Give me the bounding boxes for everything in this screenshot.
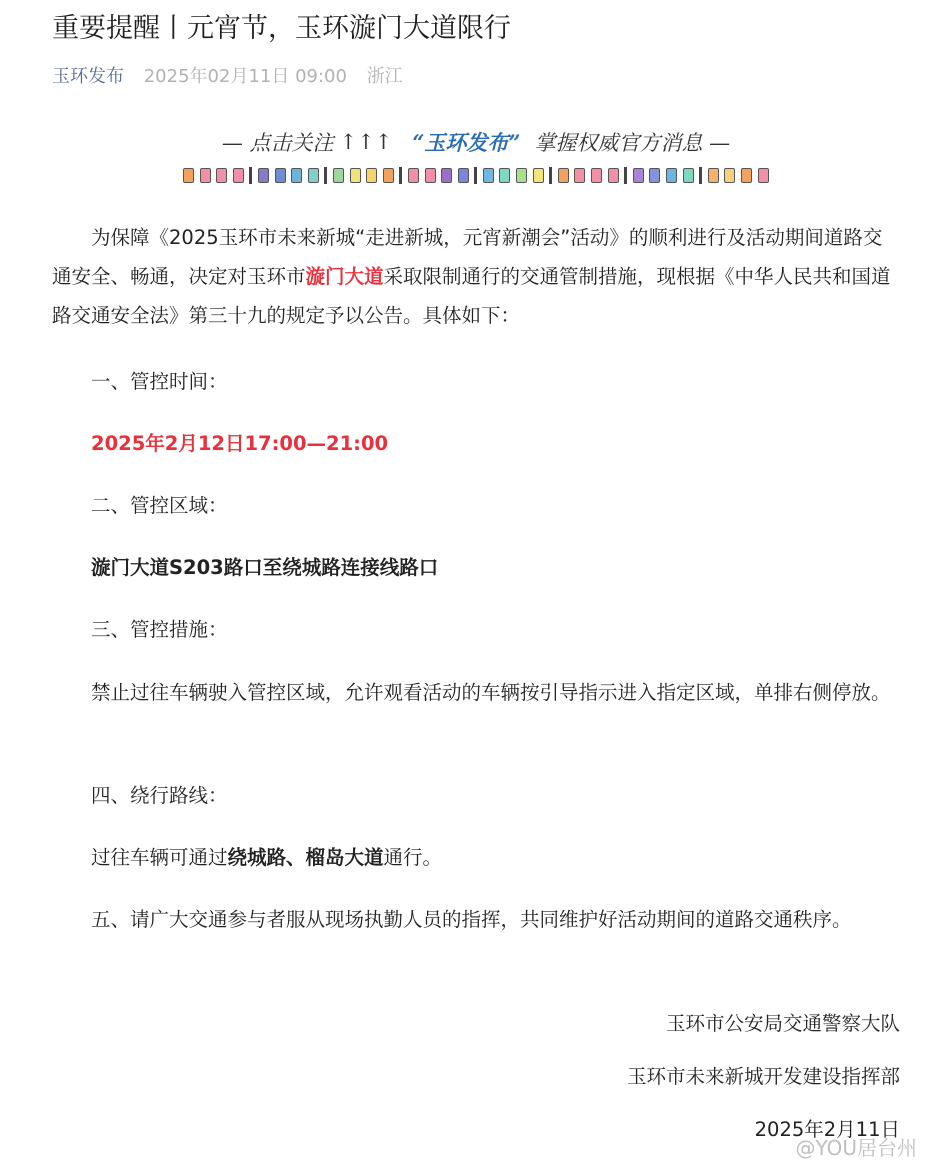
strip-divider [399,167,402,184]
strip-square [708,168,719,183]
article-meta [52,64,417,90]
article-title: 重要提醒丨元宵节，玉环漩门大道限行 [52,13,511,44]
strip-square [741,168,752,183]
strip-square [200,168,211,183]
strip-square [483,168,494,183]
publish-location: 浙江 [366,66,403,87]
strip-square [499,168,510,183]
intro-paragraph [52,218,900,335]
banner-suffix: 掌握权威官方消息 — [534,131,731,155]
section-5-paragraph: 五、请广大交通参与者服从现场执勤人员的指挥，共同维护好活动期间的道路交通秩序。 [91,908,852,931]
strip-square [275,168,286,183]
strip-square [425,168,436,183]
strip-divider [549,167,552,184]
control-measures: 禁止过往车辆驶入管控区域，允许观看活动的车辆按引导指示进入指定区域，单排右侧停放。 [91,681,891,704]
banner-decoration-strip [183,166,769,184]
strip-square [591,168,602,183]
strip-square [683,168,694,183]
weibo-watermark: @YOU居台州 [795,1136,917,1160]
control-time: 2025年2月12日17:00—21:00 [91,432,389,455]
strip-square [408,168,419,183]
strip-square [366,168,377,183]
strip-square [533,168,544,183]
signature-construction-hq: 玉环市未来新城开发建设指挥部 [626,1065,900,1088]
account-link[interactable]: 玉环发布 [52,66,124,87]
section-3-heading: 三、管控措施： [91,618,228,641]
detour-text-a: 过往车辆可通过 [91,846,228,869]
strip-divider [699,167,702,184]
intro-road-highlight: 漩门大道 [305,265,384,288]
banner-prefix: — 点击关注 [221,131,334,155]
banner-account-name: “玉环发布” [412,130,521,155]
strip-square [649,168,660,183]
section-2-heading: 二、管控区域： [91,494,228,517]
strip-square [308,168,319,183]
strip-square [633,168,644,183]
strip-square [666,168,677,183]
publish-date: 2025年02月11日 09:00 [143,66,347,87]
strip-divider [324,167,327,184]
strip-square [258,168,269,183]
strip-divider [249,167,252,184]
strip-square [291,168,302,183]
intro-text-a: 为保障《2025玉环市未来新城“走进新城，元宵新潮会”活动》的顺利进行及活动期间道路交通安全、畅通，决定对玉环市 [52,226,883,288]
strip-square [333,168,344,183]
strip-square [558,168,569,183]
intro-text-b: 采取限制通行的交通管制措施，现根据《中华人民共和国道路交通安全法》第三十九的规定予以公告。具体如下： [52,265,891,327]
strip-square [574,168,585,183]
strip-square [441,168,452,183]
strip-square [183,168,194,183]
strip-square [516,168,527,183]
strip-square [350,168,361,183]
strip-square [216,168,227,183]
strip-square [724,168,735,183]
follow-banner [186,126,766,158]
detour-text-b: 通行。 [383,846,443,869]
signature-traffic-police: 玉环市公安局交通警察大队 [665,1012,900,1035]
control-area: 漩门大道S203路口至绕城路连接线路口 [91,556,439,579]
section-1-heading: 一、管控时间： [91,370,228,393]
detour-route [52,838,900,877]
strip-divider [624,167,627,184]
strip-square [608,168,619,183]
detour-roads: 绕城路、榴岛大道 [227,846,384,869]
arrow-up-icon: ↑↑↑ [339,130,393,154]
strip-divider [474,167,477,184]
strip-square [758,168,769,183]
strip-square [458,168,469,183]
strip-square [233,168,244,183]
strip-square [383,168,394,183]
section-4-heading: 四、绕行路线： [91,784,228,807]
signature-date: 2025年2月11日 [754,1118,900,1141]
